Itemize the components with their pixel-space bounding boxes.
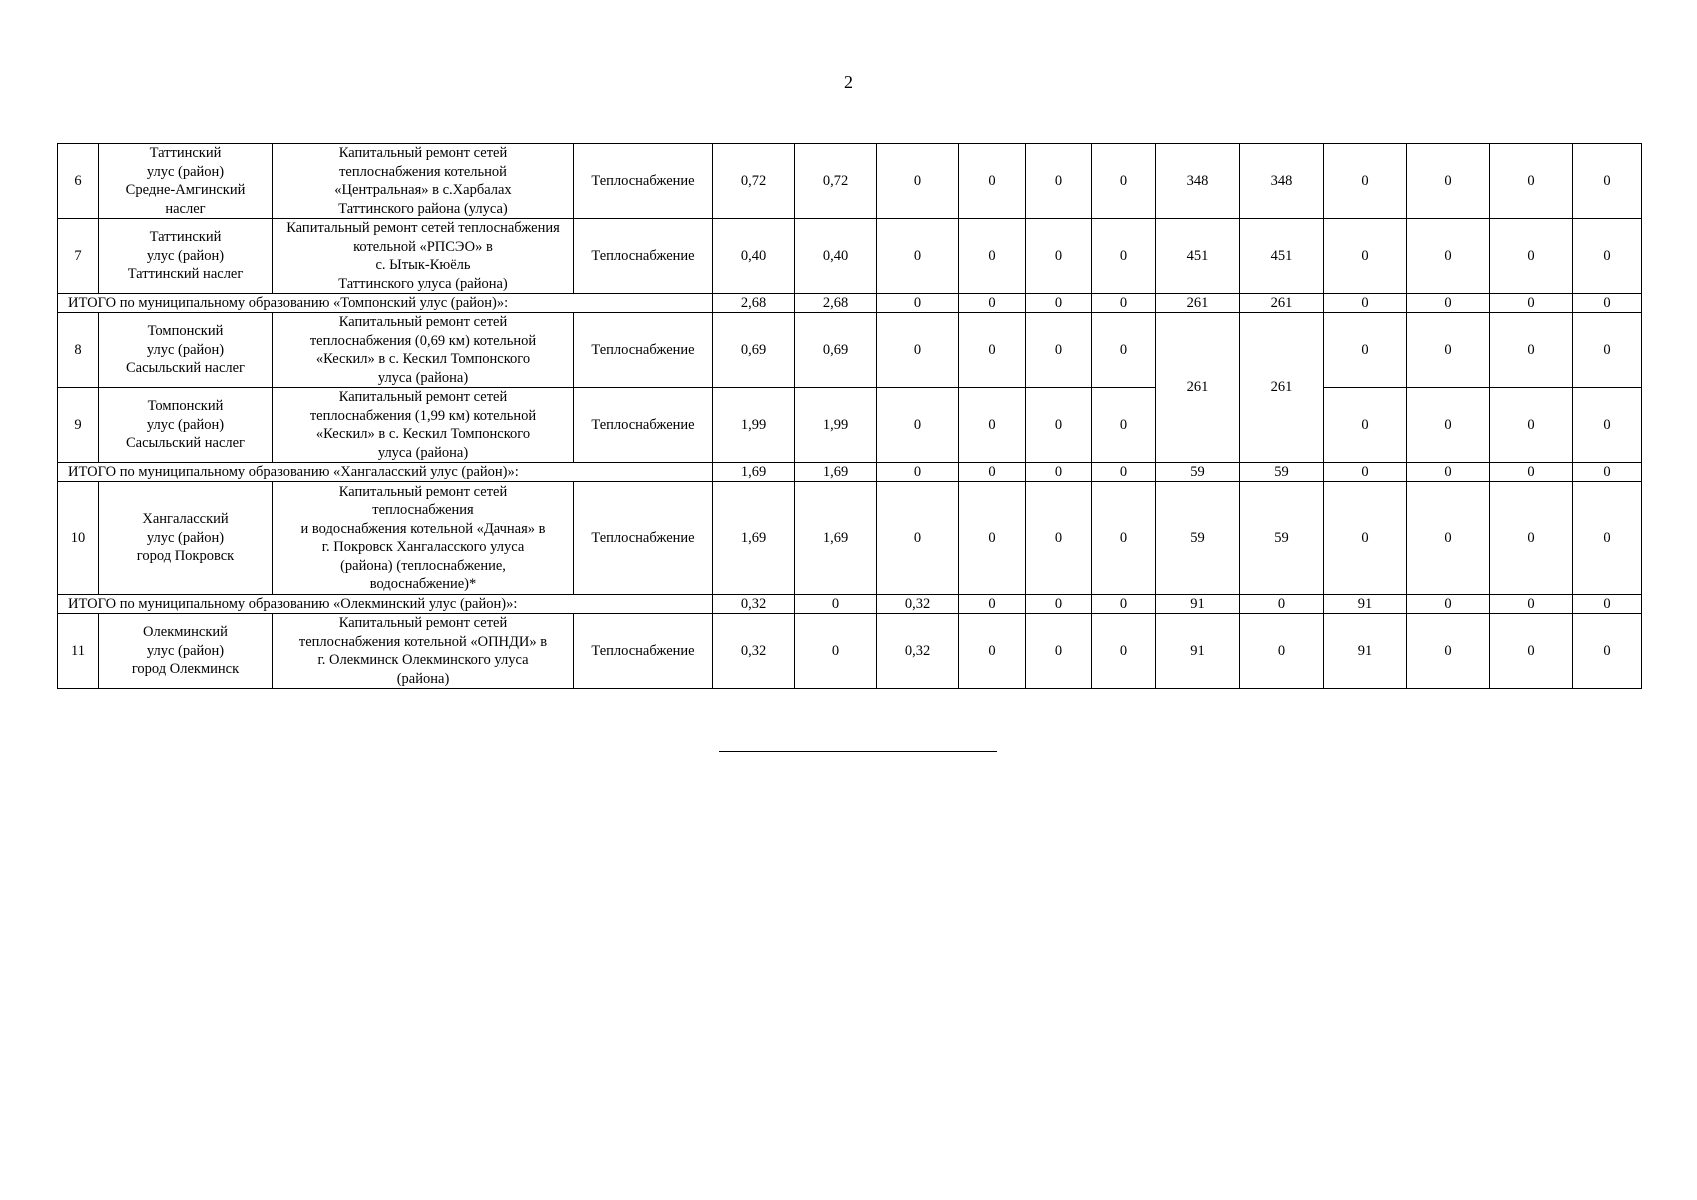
value-cell: 0 — [1573, 388, 1642, 463]
work-description-cell: Капитальный ремонт сетей теплоснабжения котельной «ОПНДИ» в г. Олекминск Олекминского улуса (района) — [273, 614, 574, 689]
row-number: 8 — [58, 313, 99, 388]
value-cell: 0 — [959, 219, 1026, 294]
value-cell: 0 — [1092, 313, 1156, 388]
total-value-cell: 0 — [959, 294, 1026, 313]
value-cell: 0,69 — [713, 313, 795, 388]
row-number: 9 — [58, 388, 99, 463]
value-cell: 0 — [877, 313, 959, 388]
total-value-cell: 59 — [1156, 463, 1240, 482]
total-value-cell: 2,68 — [795, 294, 877, 313]
value-cell: 0 — [877, 219, 959, 294]
supply-type-cell: Теплоснабжение — [574, 219, 713, 294]
value-cell: 0 — [1407, 388, 1490, 463]
value-cell: 0,72 — [713, 144, 795, 219]
value-cell: 1,69 — [713, 482, 795, 595]
value-cell: 59 — [1156, 482, 1240, 595]
value-cell: 91 — [1156, 614, 1240, 689]
value-cell: 0 — [1573, 144, 1642, 219]
total-value-cell: 0 — [1573, 463, 1642, 482]
value-cell: 0,40 — [713, 219, 795, 294]
value-cell: 0 — [1407, 614, 1490, 689]
value-cell: 0 — [1092, 144, 1156, 219]
work-description-cell: Капитальный ремонт сетей теплоснабжения (0,69 км) котельной «Кескил» в с. Кескил Томпонского улуса (района) — [273, 313, 574, 388]
total-value-cell: 0 — [1407, 294, 1490, 313]
value-cell: 0 — [1573, 313, 1642, 388]
table-row — [58, 219, 1642, 294]
total-value-cell: 0 — [1490, 463, 1573, 482]
value-cell: 0 — [1092, 482, 1156, 595]
value-cell: 0 — [795, 614, 877, 689]
total-row — [58, 463, 1642, 482]
municipality-cell: Таттинский улус (район) Таттинский наслег — [99, 219, 273, 294]
work-description-cell: Капитальный ремонт сетей теплоснабжения котельной «РПСЭО» в с. Ытык-Кюёль Таттинского улуса (района) — [273, 219, 574, 294]
total-value-cell: 0 — [1573, 595, 1642, 614]
footer-divider — [719, 751, 997, 752]
value-cell: 348 — [1240, 144, 1324, 219]
program-table — [57, 143, 1642, 689]
value-cell: 0 — [1026, 144, 1092, 219]
table-row — [58, 144, 1642, 219]
total-row — [58, 294, 1642, 313]
value-cell: 1,99 — [713, 388, 795, 463]
total-value-cell: 91 — [1156, 595, 1240, 614]
merged-value-cell: 261 — [1240, 313, 1324, 463]
total-value-cell: 0,32 — [877, 595, 959, 614]
row-number: 11 — [58, 614, 99, 689]
value-cell: 0 — [1407, 313, 1490, 388]
value-cell: 0 — [1490, 144, 1573, 219]
value-cell: 0 — [1490, 313, 1573, 388]
total-value-cell: 0 — [1324, 294, 1407, 313]
total-label: ИТОГО по муниципальному образованию «Хангаласский улус (район)»: — [58, 463, 713, 482]
total-value-cell: 1,69 — [795, 463, 877, 482]
supply-type-cell: Теплоснабжение — [574, 614, 713, 689]
value-cell: 0 — [1092, 388, 1156, 463]
value-cell: 0 — [1026, 219, 1092, 294]
value-cell: 0 — [1324, 482, 1407, 595]
table-row — [58, 313, 1642, 388]
value-cell: 0 — [877, 144, 959, 219]
value-cell: 0,40 — [795, 219, 877, 294]
value-cell: 0,32 — [877, 614, 959, 689]
page-number: 2 — [844, 72, 853, 92]
value-cell: 0 — [1324, 219, 1407, 294]
total-value-cell: 0 — [1407, 595, 1490, 614]
value-cell: 0 — [959, 313, 1026, 388]
value-cell: 0 — [1026, 313, 1092, 388]
total-value-cell: 0 — [1240, 595, 1324, 614]
total-label: ИТОГО по муниципальному образованию «Томпонский улус (район)»: — [58, 294, 713, 313]
total-value-cell: 0 — [877, 294, 959, 313]
total-value-cell: 0 — [1490, 595, 1573, 614]
total-value-cell: 0 — [1026, 463, 1092, 482]
total-value-cell: 0 — [1092, 463, 1156, 482]
total-value-cell: 0 — [795, 595, 877, 614]
value-cell: 348 — [1156, 144, 1240, 219]
value-cell: 0,69 — [795, 313, 877, 388]
total-value-cell: 0 — [1490, 294, 1573, 313]
total-value-cell: 0 — [959, 463, 1026, 482]
work-description-cell: Капитальный ремонт сетей теплоснабжения (1,99 км) котельной «Кескил» в с. Кескил Томпонского улуса (района) — [273, 388, 574, 463]
value-cell: 0 — [959, 144, 1026, 219]
value-cell: 0 — [1324, 388, 1407, 463]
municipality-cell: Томпонский улус (район) Сасыльский наслег — [99, 313, 273, 388]
value-cell: 0 — [1490, 219, 1573, 294]
value-cell: 0 — [1490, 388, 1573, 463]
table-row — [58, 482, 1642, 595]
total-value-cell: 59 — [1240, 463, 1324, 482]
value-cell: 0,72 — [795, 144, 877, 219]
value-cell: 0 — [1407, 482, 1490, 595]
total-value-cell: 2,68 — [713, 294, 795, 313]
value-cell: 0 — [1407, 219, 1490, 294]
total-value-cell: 0 — [959, 595, 1026, 614]
municipality-cell: Олекминский улус (район) город Олекминск — [99, 614, 273, 689]
value-cell: 451 — [1156, 219, 1240, 294]
value-cell: 451 — [1240, 219, 1324, 294]
value-cell: 0 — [1573, 482, 1642, 595]
total-value-cell: 0,32 — [713, 595, 795, 614]
row-number: 7 — [58, 219, 99, 294]
value-cell: 0 — [1092, 219, 1156, 294]
total-value-cell: 261 — [1240, 294, 1324, 313]
supply-type-cell: Теплоснабжение — [574, 482, 713, 595]
total-value-cell: 1,69 — [713, 463, 795, 482]
total-value-cell: 0 — [1407, 463, 1490, 482]
merged-value-cell: 261 — [1156, 313, 1240, 463]
value-cell: 91 — [1324, 614, 1407, 689]
value-cell: 0 — [1324, 313, 1407, 388]
value-cell: 0 — [1490, 614, 1573, 689]
total-value-cell: 0 — [1573, 294, 1642, 313]
value-cell: 0 — [877, 482, 959, 595]
total-value-cell: 0 — [1092, 294, 1156, 313]
value-cell: 0 — [959, 614, 1026, 689]
value-cell: 0 — [1026, 388, 1092, 463]
value-cell: 0 — [1240, 614, 1324, 689]
value-cell: 0 — [1573, 614, 1642, 689]
table-row — [58, 388, 1642, 463]
work-description-cell: Капитальный ремонт сетей теплоснабжения и водоснабжения котельной «Дачная» в г. Покровск Хангаласского улуса (района) (теплоснабжение, водоснабжение)* — [273, 482, 574, 595]
total-value-cell: 261 — [1156, 294, 1240, 313]
supply-type-cell: Теплоснабжение — [574, 388, 713, 463]
table-row — [58, 614, 1642, 689]
value-cell: 0 — [1026, 614, 1092, 689]
value-cell: 0 — [1407, 144, 1490, 219]
total-value-cell: 0 — [1324, 463, 1407, 482]
value-cell: 0 — [1092, 614, 1156, 689]
municipality-cell: Хангаласский улус (район) город Покровск — [99, 482, 273, 595]
total-value-cell: 0 — [1026, 595, 1092, 614]
value-cell: 0,32 — [713, 614, 795, 689]
value-cell: 0 — [959, 482, 1026, 595]
value-cell: 0 — [959, 388, 1026, 463]
value-cell: 0 — [1324, 144, 1407, 219]
value-cell: 0 — [1573, 219, 1642, 294]
supply-type-cell: Теплоснабжение — [574, 144, 713, 219]
total-value-cell: 0 — [1092, 595, 1156, 614]
municipality-cell: Томпонский улус (район) Сасыльский наслег — [99, 388, 273, 463]
work-description-cell: Капитальный ремонт сетей теплоснабжения котельной «Центральная» в с.Харбалах Таттинского района (улуса) — [273, 144, 574, 219]
value-cell: 59 — [1240, 482, 1324, 595]
row-number: 10 — [58, 482, 99, 595]
value-cell: 0 — [1490, 482, 1573, 595]
total-label: ИТОГО по муниципальному образованию «Олекминский улус (район)»: — [58, 595, 713, 614]
value-cell: 1,99 — [795, 388, 877, 463]
total-value-cell: 91 — [1324, 595, 1407, 614]
total-value-cell: 0 — [1026, 294, 1092, 313]
total-row — [58, 595, 1642, 614]
value-cell: 1,69 — [795, 482, 877, 595]
total-value-cell: 0 — [877, 463, 959, 482]
value-cell: 0 — [877, 388, 959, 463]
value-cell: 0 — [1026, 482, 1092, 595]
municipality-cell: Таттинский улус (район) Средне-Амгинский наслег — [99, 144, 273, 219]
row-number: 6 — [58, 144, 99, 219]
supply-type-cell: Теплоснабжение — [574, 313, 713, 388]
